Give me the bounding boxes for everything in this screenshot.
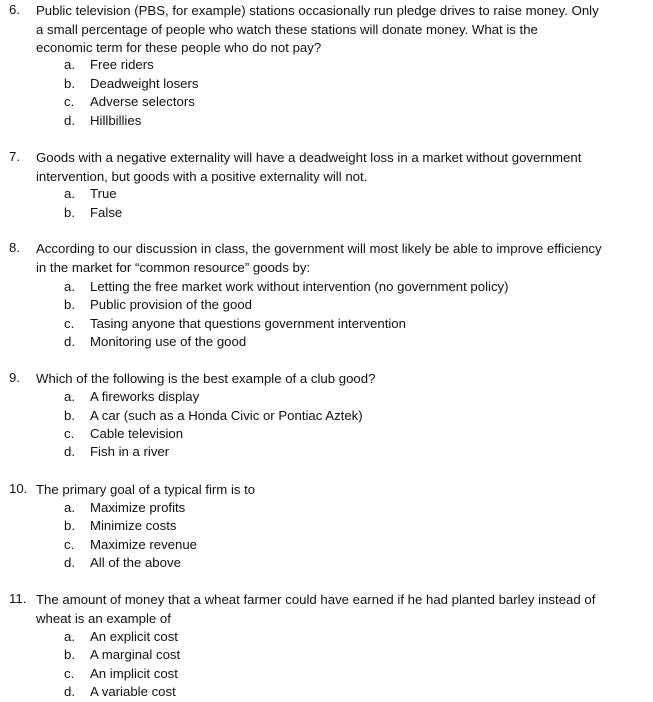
question-text-line: According to our discussion in class, the government will most likely be able to improve efficiency	[36, 241, 602, 256]
question-number: 8.	[9, 240, 20, 255]
choice-letter: b.	[64, 647, 75, 662]
choice-text: Letting the free market work without intervention (no government policy)	[90, 279, 509, 294]
choice-9c[interactable]	[0, 425, 653, 444]
choice-letter: d.	[64, 334, 75, 349]
choice-text: Minimize costs	[90, 518, 177, 533]
choice-text: Monitoring use of the good	[90, 334, 247, 349]
question-text-line: Public television (PBS, for example) stations occasionally run pledge drives to raise money. Only	[36, 3, 599, 18]
choice-text: An explicit cost	[90, 629, 178, 644]
question-text	[36, 2, 636, 58]
choice-7a[interactable]	[0, 185, 653, 204]
choice-text: Deadweight losers	[90, 76, 199, 91]
question-text-line: a small percentage of people who watch these stations will donate money. What is the	[36, 21, 538, 37]
choice-letter: a.	[64, 389, 75, 404]
choice-8a[interactable]	[0, 278, 653, 297]
choice-text: All of the above	[90, 555, 181, 570]
question-text-line: intervention, but goods with a positive externality will not.	[36, 168, 368, 184]
choice-11d[interactable]	[0, 683, 653, 702]
choice-text: A variable cost	[90, 684, 176, 699]
choice-text: Maximize profits	[90, 500, 186, 515]
question-number: 7.	[9, 149, 20, 164]
question-text-line: The primary goal of a typical firm is to	[36, 482, 256, 497]
question-text	[36, 370, 636, 389]
choice-letter: d.	[64, 444, 75, 459]
choice-text: False	[90, 205, 123, 220]
choice-11a[interactable]	[0, 628, 653, 647]
question-text	[36, 591, 636, 628]
choice-letter: c.	[64, 537, 75, 552]
choice-9a[interactable]	[0, 388, 653, 407]
choice-letter: b.	[64, 297, 75, 312]
choice-letter: a.	[64, 500, 75, 515]
choice-text: Hillbillies	[90, 113, 142, 128]
choice-8c[interactable]	[0, 315, 653, 334]
choice-6b[interactable]	[0, 75, 653, 94]
question-text	[36, 240, 636, 277]
question-number: 6.	[9, 2, 20, 17]
question-text-line: in the market for “common resource” goods by:	[36, 259, 311, 275]
choice-letter: d.	[64, 555, 75, 570]
choice-letter: a.	[64, 186, 75, 201]
question-text	[36, 149, 636, 186]
choice-letter: b.	[64, 518, 75, 533]
choice-letter: b.	[64, 205, 75, 220]
choice-8b[interactable]	[0, 296, 653, 315]
choice-7b[interactable]	[0, 204, 653, 223]
choice-text: Public provision of the good	[90, 297, 253, 312]
choice-letter: c.	[64, 426, 75, 441]
choice-text: Tasing anyone that questions government intervention	[90, 316, 406, 331]
choice-letter: a.	[64, 57, 75, 72]
choice-9b[interactable]	[0, 407, 653, 426]
choice-letter: b.	[64, 408, 75, 423]
choice-letter: a.	[64, 629, 75, 644]
choice-text: Cable television	[90, 426, 184, 441]
choice-letter: d.	[64, 113, 75, 128]
choice-10c[interactable]	[0, 536, 653, 555]
question-text	[36, 481, 636, 500]
choice-letter: d.	[64, 684, 75, 699]
choice-text: Fish in a river	[90, 444, 170, 459]
choice-letter: c.	[64, 94, 75, 109]
choice-text: Adverse selectors	[90, 94, 195, 109]
question-text-line: Goods with a negative externality will have a deadweight loss in a market without government	[36, 150, 582, 165]
choice-10b[interactable]	[0, 517, 653, 536]
question-text-line: wheat is an example of	[36, 610, 171, 626]
question-number: 9.	[9, 370, 20, 385]
question-number: 11.	[9, 591, 27, 606]
question-text-line: Which of the following is the best example of a club good?	[36, 371, 376, 386]
choice-9d[interactable]	[0, 443, 653, 462]
choice-text: A car (such as a Honda Civic or Pontiac Aztek)	[90, 408, 363, 423]
choice-11c[interactable]	[0, 665, 653, 684]
choice-letter: a.	[64, 279, 75, 294]
choice-6c[interactable]	[0, 93, 653, 112]
choice-6a[interactable]	[0, 56, 653, 75]
choice-letter: c.	[64, 666, 75, 681]
choice-text: A fireworks display	[90, 389, 200, 404]
choice-text: True	[90, 186, 117, 201]
question-number: 10.	[9, 481, 28, 496]
choice-6d[interactable]	[0, 112, 653, 131]
choice-letter: c.	[64, 316, 75, 331]
choice-text: Maximize revenue	[90, 537, 198, 552]
choice-11b[interactable]	[0, 646, 653, 665]
choice-8d[interactable]	[0, 333, 653, 352]
choice-text: An implicit cost	[90, 666, 178, 681]
choice-text: A marginal cost	[90, 647, 181, 662]
question-text-line: The amount of money that a wheat farmer could have earned if he had planted barley instead of	[36, 592, 596, 607]
choice-10a[interactable]	[0, 499, 653, 518]
choice-10d[interactable]	[0, 554, 653, 573]
choice-letter: b.	[64, 76, 75, 91]
question-text-line: economic term for these people who do not pay?	[36, 40, 322, 55]
choice-text: Free riders	[90, 57, 154, 72]
